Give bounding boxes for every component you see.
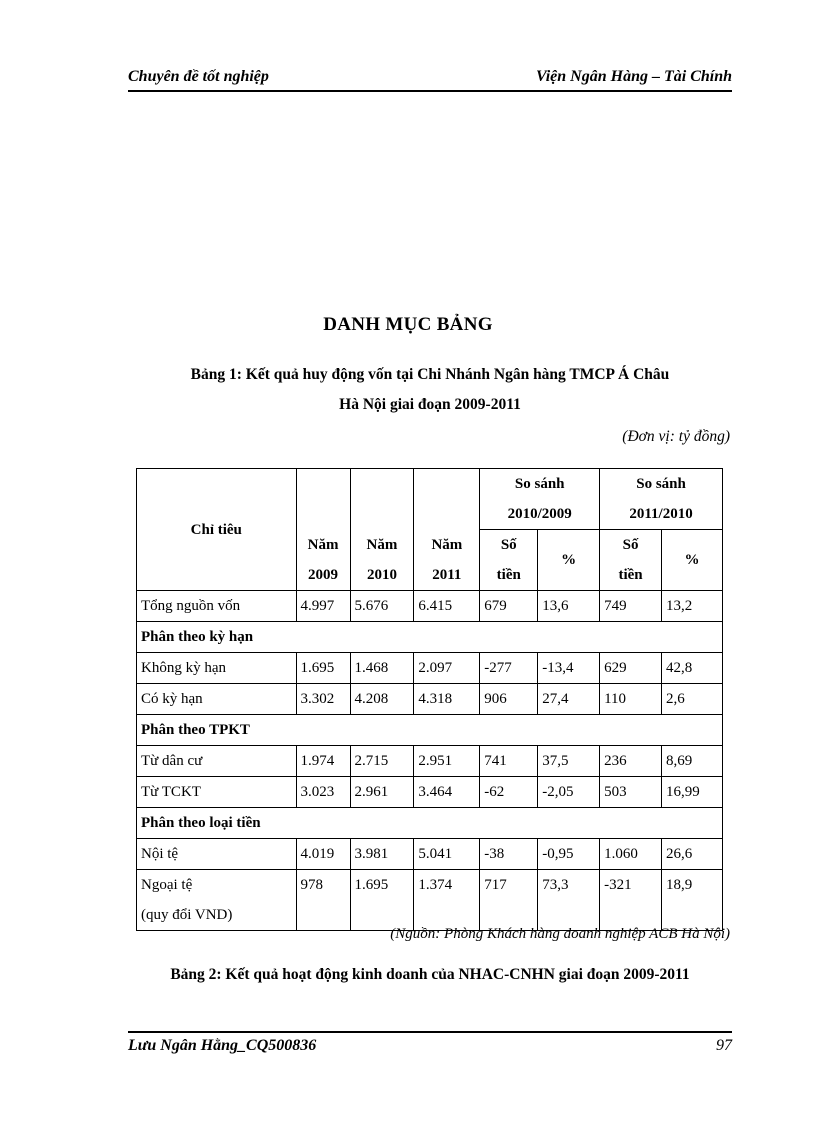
row-label: [137, 839, 297, 870]
row-label-line1: Nội tệ: [141, 846, 179, 862]
cell-p1: 27,4: [538, 684, 600, 715]
section-label: Phân theo loại tiền: [137, 808, 723, 839]
table2-caption: Bảng 2: Kết quả hoạt động kinh doanh của NHAC-CNHN giai đoạn 2009-2011: [170, 966, 690, 983]
row-label-line1: Từ dân cư: [141, 753, 203, 769]
cell-d2: 503: [600, 777, 662, 808]
row-label-line1: Từ TCKT: [141, 784, 201, 800]
section-label: Phân theo kỳ hạn: [137, 622, 723, 653]
table1-unit: (Đơn vị: tỷ đồng): [622, 428, 730, 445]
header-year2011-line2: 2011: [414, 560, 480, 591]
header-amount1-line2: tiền: [480, 560, 538, 591]
page-number: 97: [716, 1037, 732, 1054]
cell-p1: 73,3: [538, 870, 600, 931]
row-label-line1: Tổng nguồn vốn: [141, 598, 241, 614]
cell-v2010: 5.676: [350, 591, 414, 622]
cell-v2009: 1.974: [296, 746, 350, 777]
cell-v2009: 4.997: [296, 591, 350, 622]
row-label: [137, 777, 297, 808]
cell-p2: 26,6: [662, 839, 723, 870]
header-amount1-line1: Số: [480, 530, 538, 561]
table-row: [137, 746, 723, 777]
cell-v2011: 2.951: [414, 746, 480, 777]
table1-caption-line2: Hà Nội giai đoạn 2009-2011: [339, 396, 521, 413]
header-amount2-line1: Số: [600, 530, 662, 561]
cell-d1: -38: [480, 839, 538, 870]
header-compare2-line2: 2011/2010: [600, 499, 723, 530]
cell-v2011: 1.374: [414, 870, 480, 931]
table-section-row: [137, 715, 723, 746]
table-row: [137, 870, 723, 931]
cell-p1: -13,4: [538, 653, 600, 684]
row-label: [137, 746, 297, 777]
cell-v2011: 5.041: [414, 839, 480, 870]
table-section-row: [137, 622, 723, 653]
cell-d1: -62: [480, 777, 538, 808]
page-title: DANH MỤC BẢNG: [323, 314, 493, 335]
cell-v2009: 978: [296, 870, 350, 931]
header-left-text: Chuyên đề tốt nghiệp: [128, 68, 269, 85]
row-label-line1: Có kỳ hạn: [141, 691, 203, 707]
cell-v2011: 3.464: [414, 777, 480, 808]
cell-d2: -321: [600, 870, 662, 931]
cell-v2010: 2.961: [350, 777, 414, 808]
header-compare1-line1: So sánh: [480, 469, 600, 500]
cell-d1: 679: [480, 591, 538, 622]
row-label: [137, 684, 297, 715]
table1-caption: [128, 360, 732, 420]
footer-author: Lưu Ngân Hằng_CQ500836: [128, 1037, 317, 1054]
header-year2010-line2: 2010: [350, 560, 414, 591]
header-indicator: Chỉ tiêu: [137, 469, 297, 591]
header-year2009-line1: Năm: [296, 530, 350, 561]
cell-v2009: 1.695: [296, 653, 350, 684]
cell-p1: -0,95: [538, 839, 600, 870]
header-percent2: %: [662, 530, 723, 591]
cell-v2011: 2.097: [414, 653, 480, 684]
cell-v2010: 4.208: [350, 684, 414, 715]
cell-v2009: 3.302: [296, 684, 350, 715]
cell-v2010: 3.981: [350, 839, 414, 870]
cell-p2: 2,6: [662, 684, 723, 715]
table-section-row: [137, 808, 723, 839]
cell-v2010: 1.695: [350, 870, 414, 931]
row-label-line2: (quy đổi VND): [141, 907, 233, 923]
cell-p2: 16,99: [662, 777, 723, 808]
table-row: [137, 684, 723, 715]
table-row: [137, 653, 723, 684]
page-footer: [128, 1031, 732, 1057]
header-percent1: %: [538, 530, 600, 591]
header-year2009-line2: 2009: [296, 560, 350, 591]
row-label: [137, 870, 297, 931]
row-label-line1: Ngoại tệ: [141, 877, 193, 893]
row-label: [137, 653, 297, 684]
capital-mobilization-table: [136, 468, 723, 931]
cell-v2011: 6.415: [414, 591, 480, 622]
cell-p2: 8,69: [662, 746, 723, 777]
row-label-line1: Không kỳ hạn: [141, 660, 226, 676]
table-row: [137, 777, 723, 808]
cell-v2010: 1.468: [350, 653, 414, 684]
header-year2010-line1: Năm: [350, 530, 414, 561]
table1-source: (Nguồn: Phòng Khách hàng doanh nghiệp ACB Hà Nội): [390, 926, 730, 942]
header-compare2-line1: So sánh: [600, 469, 723, 500]
cell-v2011: 4.318: [414, 684, 480, 715]
cell-d2: 110: [600, 684, 662, 715]
cell-v2009: 4.019: [296, 839, 350, 870]
cell-p1: -2,05: [538, 777, 600, 808]
cell-d2: 749: [600, 591, 662, 622]
cell-d1: 717: [480, 870, 538, 931]
table-row: [137, 839, 723, 870]
cell-d1: 906: [480, 684, 538, 715]
header-compare1-line2: 2010/2009: [480, 499, 600, 530]
header-right-text: Viện Ngân Hàng – Tài Chính: [535, 68, 732, 85]
cell-d2: 236: [600, 746, 662, 777]
cell-p2: 18,9: [662, 870, 723, 931]
header-amount2-line2: tiền: [600, 560, 662, 591]
cell-d1: -277: [480, 653, 538, 684]
cell-v2010: 2.715: [350, 746, 414, 777]
page-header: [128, 66, 732, 92]
section-label: Phân theo TPKT: [137, 715, 723, 746]
header-year2011-line1: Năm: [414, 530, 480, 561]
cell-p2: 13,2: [662, 591, 723, 622]
cell-p1: 13,6: [538, 591, 600, 622]
cell-p2: 42,8: [662, 653, 723, 684]
cell-p1: 37,5: [538, 746, 600, 777]
cell-v2009: 3.023: [296, 777, 350, 808]
cell-d1: 741: [480, 746, 538, 777]
table1-caption-line1: Bảng 1: Kết quả huy động vốn tại Chi Nhánh Ngân hàng TMCP Á Châu: [190, 366, 670, 383]
table-row: [137, 591, 723, 622]
cell-d2: 629: [600, 653, 662, 684]
row-label: [137, 591, 297, 622]
cell-d2: 1.060: [600, 839, 662, 870]
